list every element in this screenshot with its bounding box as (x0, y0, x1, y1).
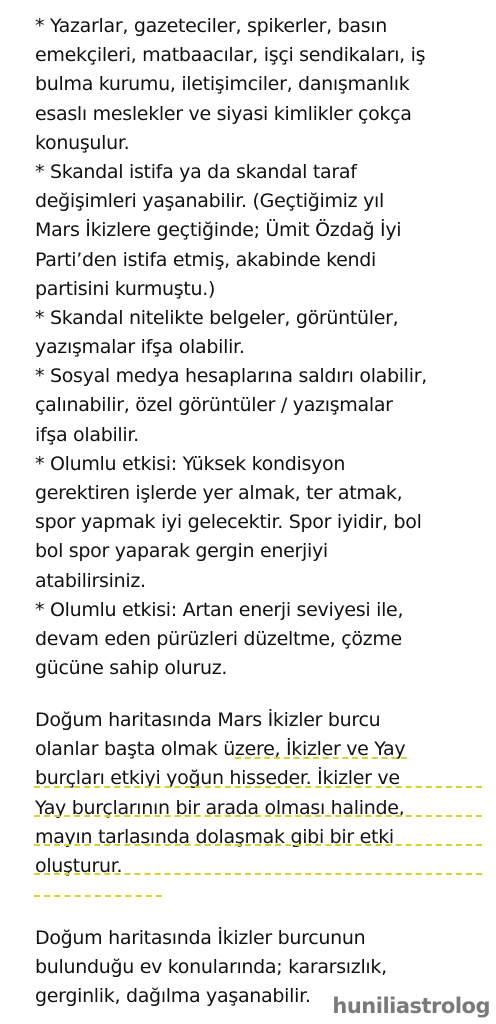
text-line: çalınabilir, özel görüntüler / yazışmalar (35, 394, 393, 417)
text-line: gücüne sahip oluruz. (35, 657, 228, 680)
text-line: mayın tarlasında dolaşmak gibi bir etki (35, 825, 394, 848)
highlight-underline (235, 757, 407, 759)
highlight-underline (34, 895, 162, 897)
text-line: gerginlik, dağılma yaşanabilir. (35, 985, 311, 1008)
text-line: bulma kurumu, iletişimciler, danışmanlık (35, 73, 410, 96)
highlight-underline (34, 844, 482, 846)
text-line: bulunduğu ev konularında; kararsızlık, (35, 956, 387, 979)
highlight-underline (34, 815, 482, 817)
text-line: Mars İkizlere geçtiğinde; Ümit Özdağ İyi (35, 219, 402, 242)
text-line: burçları etkiyi yoğun hisseder. İkizler ve (35, 767, 400, 790)
text-line: gerektiren işlerde yer almak, ter atmak, (35, 482, 403, 504)
text-line: emekçileri, matbaacılar, işçi sendikaları, iş (35, 44, 426, 67)
paragraph-mars-gemini-birthchart (35, 706, 480, 881)
text-line: değişimleri yaşanabilir. (Geçtiğimiz yıl (35, 190, 384, 213)
text-line: * Olumlu etkisi: Artan enerji seviyesi ile, (35, 598, 404, 621)
text-line: Doğum haritasında Mars İkizler burcu (35, 709, 381, 731)
highlight-underline (34, 786, 482, 788)
paragraph-mars-effects (35, 12, 480, 683)
text-line: Doğum haritasında İkizler burcunun (35, 927, 366, 949)
text-line: konuşulur. (35, 131, 130, 154)
text-line: * Skandal nitelikte belgeler, görüntüler, (35, 306, 399, 329)
watermark: huniliastrolog (332, 994, 490, 1018)
text-line: esaslı meslekler ve siyasi kimlikler çokça (35, 102, 412, 125)
text-line: partisini kurmuştu.) (35, 277, 216, 300)
highlight-underline (34, 873, 482, 875)
text-line: bol spor yaparak gergin enerjiyi (35, 540, 328, 563)
text-line: atabilirsiniz. (35, 569, 146, 592)
text-line: * Sosyal medya hesaplarına saldırı olabilir, (35, 365, 427, 388)
text-line: oluşturur. (35, 854, 123, 877)
text-line: * Skandal istifa ya da skandal taraf (35, 160, 357, 183)
text-line: devam eden pürüzleri düzeltme, çözme (35, 627, 402, 650)
text-line: Yay burçlarının bir arada olması halinde, (35, 796, 405, 819)
text-line: * Olumlu etkisi: Yüksek kondisyon (35, 452, 346, 475)
text-line: Parti’den istifa etmiş, akabinde kendi (35, 248, 376, 271)
text-line: olanlar başta olmak üzere, İkizler ve Yay (35, 738, 406, 761)
text-line: yazışmalar ifşa olabilir. (35, 336, 245, 359)
text-line: spor yapmak iyi gelecektir. Spor iyidir, bol (35, 511, 422, 534)
text-line: * Yazarlar, gazeteciler, spikerler, basın (35, 15, 388, 37)
text-line: ifşa olabilir. (35, 423, 139, 446)
